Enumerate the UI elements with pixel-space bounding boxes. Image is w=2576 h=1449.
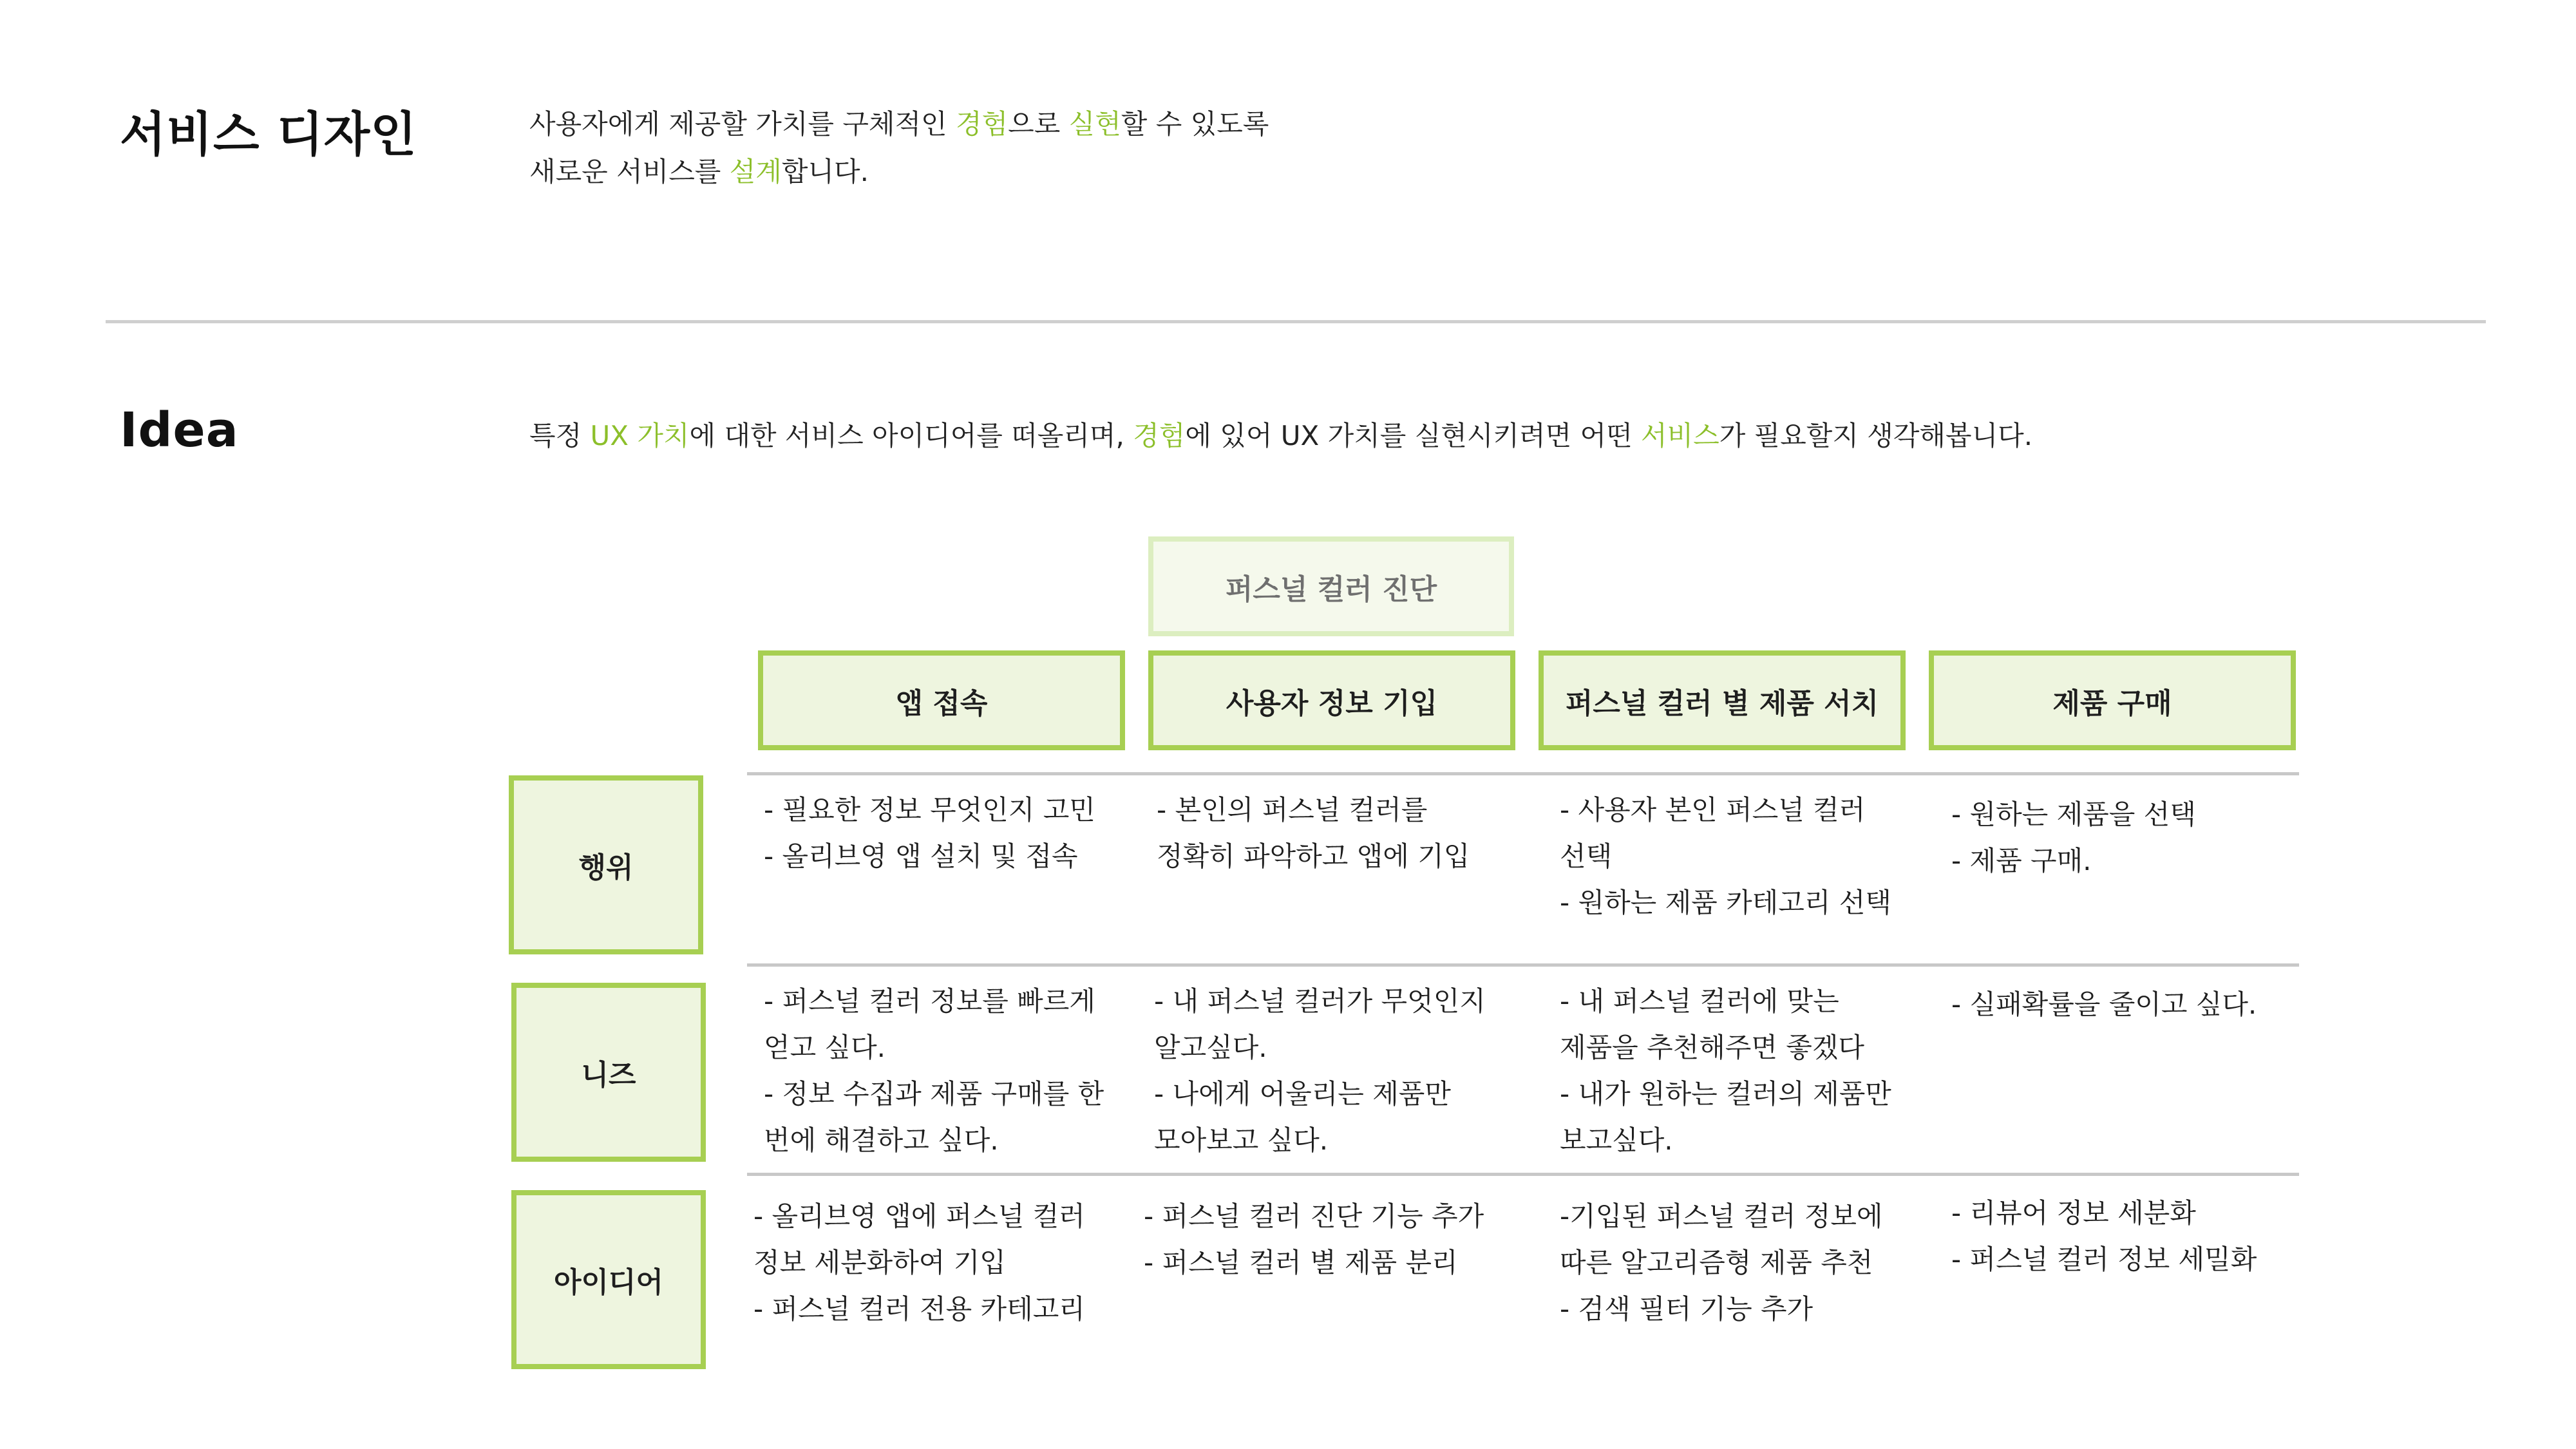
cell-action-purchase (1951, 791, 2196, 884)
cell-action-app-access (764, 787, 1095, 880)
cell-line: 정확히 파악하고 앱에 기입 (1157, 840, 1470, 872)
cell-line: - 퍼스널 컬러 별 제품 분리 (1144, 1247, 1458, 1278)
cell-line: - 내 퍼스널 컬러가 무엇인지 (1154, 985, 1486, 1017)
row-label-action: 행위 (509, 775, 703, 954)
cell-needs-purchase (1951, 981, 2257, 1028)
cell-line: - 올리브영 앱에 퍼스널 컬러 (753, 1200, 1085, 1232)
cell-line: 보고싶다. (1560, 1124, 1673, 1156)
cell-line: - 내 퍼스널 컬러에 맞는 (1560, 985, 1839, 1017)
cell-needs-product-search (1560, 978, 1891, 1164)
section-divider (106, 320, 2486, 323)
column-header-app-access: 앱 접속 (758, 650, 1125, 750)
cell-line: - 필요한 정보 무엇인지 고민 (764, 794, 1095, 826)
cell-needs-user-info (1154, 978, 1486, 1164)
row-divider-2 (747, 963, 2299, 967)
cell-action-user-info (1157, 787, 1470, 880)
cell-line: 선택 (1560, 840, 1613, 872)
column-header-product-search: 퍼스널 컬러 별 제품 서치 (1539, 650, 1906, 750)
service-design-description (529, 100, 1269, 196)
cell-idea-app-access (753, 1193, 1085, 1332)
service-design-line-2: 새로운 서비스를 설계합니다. (529, 156, 869, 187)
top-stage-box: 퍼스널 컬러 진단 (1148, 536, 1514, 636)
cell-line: - 퍼스널 컬러 진단 기능 추가 (1144, 1200, 1484, 1232)
cell-idea-purchase (1951, 1190, 2257, 1283)
cell-needs-app-access (764, 978, 1104, 1164)
idea-title: Idea (120, 402, 239, 458)
row-label-needs: 니즈 (511, 983, 706, 1162)
cell-line: - 내가 원하는 컬러의 제품만 (1560, 1078, 1891, 1110)
cell-line: - 정보 수집과 제품 구매를 한 (764, 1078, 1104, 1110)
column-header-user-info: 사용자 정보 기입 (1148, 650, 1515, 750)
cell-line: 모아보고 싶다. (1154, 1124, 1329, 1156)
cell-line: - 퍼스널 컬러 전용 카테고리 (753, 1293, 1085, 1325)
cell-line: - 사용자 본인 퍼스널 컬러 (1560, 794, 1866, 826)
cell-line: 정보 세분화하여 기입 (753, 1247, 1006, 1278)
cell-idea-product-search (1560, 1193, 1883, 1332)
cell-line: - 제품 구매. (1951, 845, 2092, 876)
service-design-line-1: 사용자에게 제공할 가치를 구체적인 경험으로 실현할 수 있도록 (529, 108, 1269, 140)
cell-line: - 원하는 제품을 선택 (1951, 799, 2196, 830)
cell-line: - 나에게 어울리는 제품만 (1154, 1078, 1451, 1110)
idea-description: 특정 UX 가치에 대한 서비스 아이디어를 떠올리며, 경험에 있어 UX 가치를 실현시키려면 어떤 서비스가 필요할지 생각해봅니다. (529, 420, 2033, 451)
cell-line: 따른 알고리즘형 제품 추천 (1560, 1247, 1873, 1278)
cell-line: - 실패확률을 줄이고 싶다. (1951, 989, 2257, 1020)
cell-line: - 검색 필터 기능 추가 (1560, 1293, 1814, 1325)
cell-line: - 올리브영 앱 설치 및 접속 (764, 840, 1078, 872)
cell-line: 번에 해결하고 싶다. (764, 1124, 999, 1156)
row-label-idea: 아이디어 (511, 1190, 706, 1369)
cell-line: - 리뷰어 정보 세분화 (1951, 1197, 2196, 1229)
service-design-title: 서비스 디자인 (120, 107, 417, 162)
cell-line: -기입된 퍼스널 컬러 정보에 (1560, 1200, 1883, 1232)
column-header-purchase: 제품 구매 (1929, 650, 2296, 750)
cell-line: 알고싶다. (1154, 1032, 1267, 1063)
cell-action-product-search (1560, 787, 1891, 926)
cell-line: 얻고 싶다. (764, 1032, 886, 1063)
cell-line: - 원하는 제품 카테고리 선택 (1560, 887, 1891, 918)
cell-line: - 퍼스널 컬러 정보를 빠르게 (764, 985, 1095, 1017)
cell-idea-user-info (1144, 1193, 1484, 1286)
row-divider-3 (747, 1173, 2299, 1176)
row-divider-1 (747, 772, 2299, 775)
cell-line: - 퍼스널 컬러 정보 세밀화 (1951, 1244, 2257, 1275)
cell-line: 제품을 추천해주면 좋겠다 (1560, 1032, 1864, 1063)
cell-line: - 본인의 퍼스널 컬러를 (1157, 794, 1428, 826)
